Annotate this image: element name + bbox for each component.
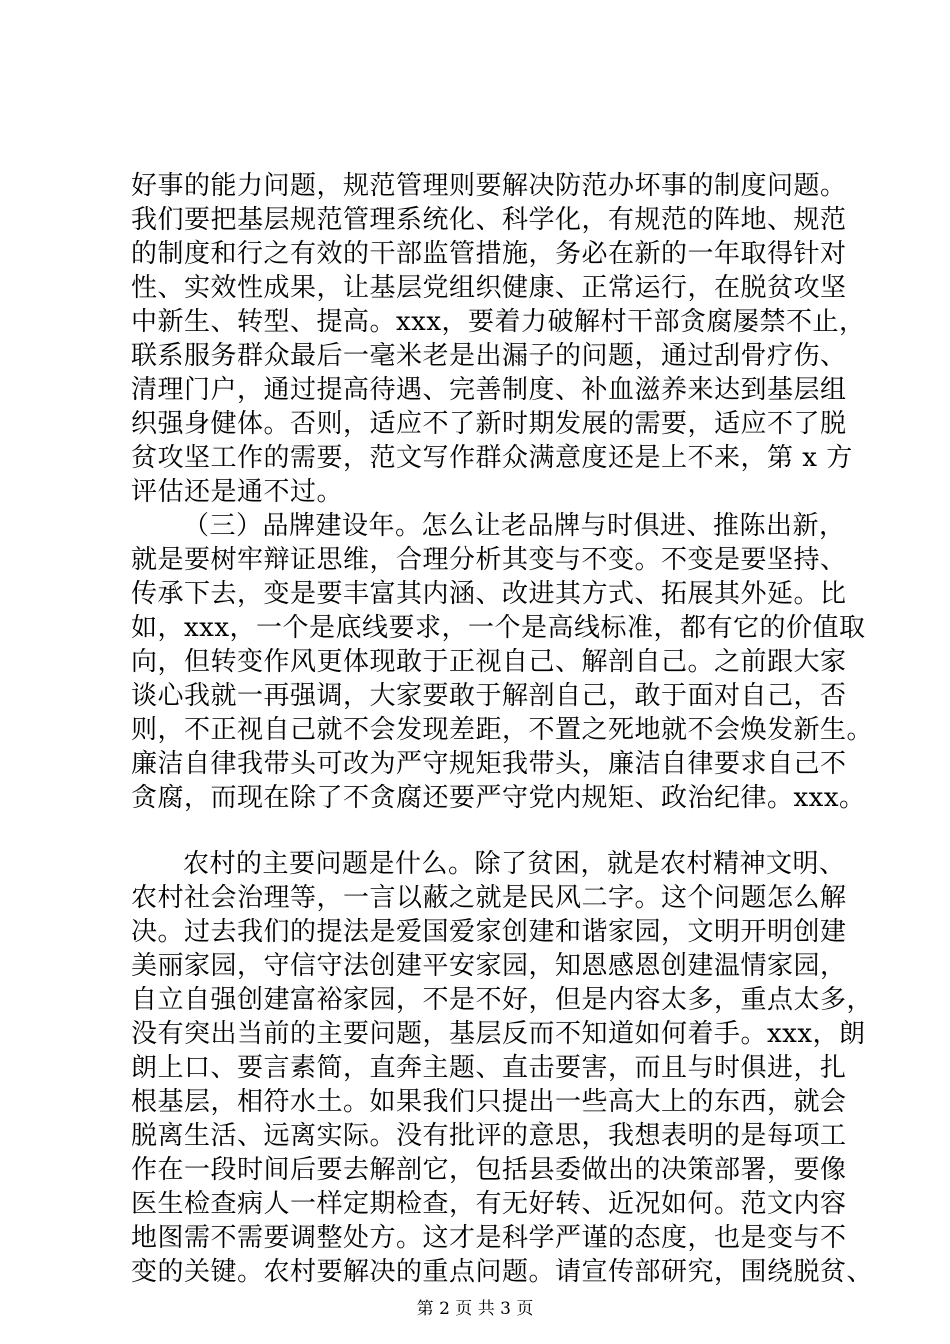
paragraph-2-line-3: 传承下去，变是要丰富其内涵、改进其方式、拓展其外延。比 xyxy=(131,579,847,609)
paragraph-1-line-5: 中新生、转型、提高。xxx，要着力破解村干部贪腐屡禁不止， xyxy=(131,307,866,337)
paragraph-2-line-5: 向，但转变作风更体现敢于正视自己、解剖自己。之前跟大家 xyxy=(131,647,847,677)
paragraph-3-line-1: 农村的主要问题是什么。除了贫困，就是农村精神文明、 xyxy=(183,849,846,879)
paragraph-3-line-12: 地图需不需要调整处方。这才是科学严谨的态度，也是变与不 xyxy=(131,1223,847,1253)
paragraph-2-line-6: 谈心我就一再强调，大家要敢于解剖自己，敢于面对自己，否 xyxy=(131,681,847,711)
paragraph-2-line-9: 贪腐，而现在除了不贪腐还要严守党内规矩、政治纪律。xxx。 xyxy=(131,783,866,813)
paragraph-3-line-8: 根基层，相符水土。如果我们只提出一些高大上的东西，就会 xyxy=(131,1087,847,1117)
paragraph-1-line-3: 的制度和行之有效的干部监管措施，务必在新的一年取得针对 xyxy=(131,239,847,269)
paragraph-1-line-7: 清理门户，通过提高待遇、完善制度、补血滋养来达到基层组 xyxy=(131,375,847,405)
paragraph-1-line-4: 性、实效性成果，让基层党组织健康、正常运行，在脱贫攻坚 xyxy=(131,273,847,303)
paragraph-3-line-13: 变的关键。农村要解决的重点问题。请宣传部研究，围绕脱贫、 xyxy=(131,1257,874,1287)
paragraph-3-line-3: 决。过去我们的提法是爱国爱家创建和谐家园，文明开明创建 xyxy=(131,917,847,947)
paragraph-3-line-11: 医生检查病人一样定期检查，有无好转、近况如何。范文内容 xyxy=(131,1189,847,1219)
paragraph-2-line-8: 廉洁自律我带头可改为严守规矩我带头，廉洁自律要求自己不 xyxy=(131,749,847,779)
page-number-footer: 第 2 页 共 3 页 xyxy=(416,1299,534,1319)
paragraph-2-line-7: 则，不正视自己就不会发现差距，不置之死地就不会焕发新生。 xyxy=(131,715,874,745)
paragraph-2-line-1: （三）品牌建设年。怎么让老品牌与时俱进、推陈出新， xyxy=(183,511,846,541)
paragraph-3-line-9: 脱离生活、远离实际。没有批评的意思，我想表明的是每项工 xyxy=(131,1121,847,1151)
paragraph-2-line-4: 如，xxx，一个是底线要求，一个是高线标准，都有它的价值取 xyxy=(131,613,866,643)
paragraph-3-line-4: 美丽家园，守信守法创建平安家园，知恩感恩创建温情家园， xyxy=(131,951,847,981)
paragraph-1-line-10: 评估还是通不过。 xyxy=(131,477,344,507)
paragraph-1-line-8: 织强身健体。否则，适应不了新时期发展的需要，适应不了脱 xyxy=(131,409,847,439)
paragraph-1-line-9: 贫攻坚工作的需要，范文写作群众满意度还是上不来，第 x 方 xyxy=(131,443,853,473)
paragraph-1-line-6: 联系服务群众最后一毫米老是出漏子的问题，通过刮骨疗伤、 xyxy=(131,341,847,371)
paragraph-3-line-6: 没有突出当前的主要问题，基层反而不知道如何着手。xxx，朗 xyxy=(131,1019,866,1049)
paragraph-1-line-2: 我们要把基层规范管理系统化、科学化，有规范的阵地、规范 xyxy=(131,205,847,235)
paragraph-3-line-7: 朗上口、要言素简，直奔主题、直击要害，而且与时俱进，扎 xyxy=(131,1053,847,1083)
paragraph-3-line-2: 农村社会治理等，一言以蔽之就是民风二字。这个问题怎么解 xyxy=(131,883,847,913)
paragraph-3-line-5: 自立自强创建富裕家园，不是不好，但是内容太多，重点太多， xyxy=(131,985,874,1015)
paragraph-1-line-1: 好事的能力问题，规范管理则要解决防范办坏事的制度问题。 xyxy=(131,171,847,201)
paragraph-3-line-10: 作在一段时间后要去解剖它，包括县委做出的决策部署，要像 xyxy=(131,1155,847,1185)
paragraph-2-line-2: 就是要树牢辩证思维，合理分析其变与不变。不变是要坚持、 xyxy=(131,545,847,575)
